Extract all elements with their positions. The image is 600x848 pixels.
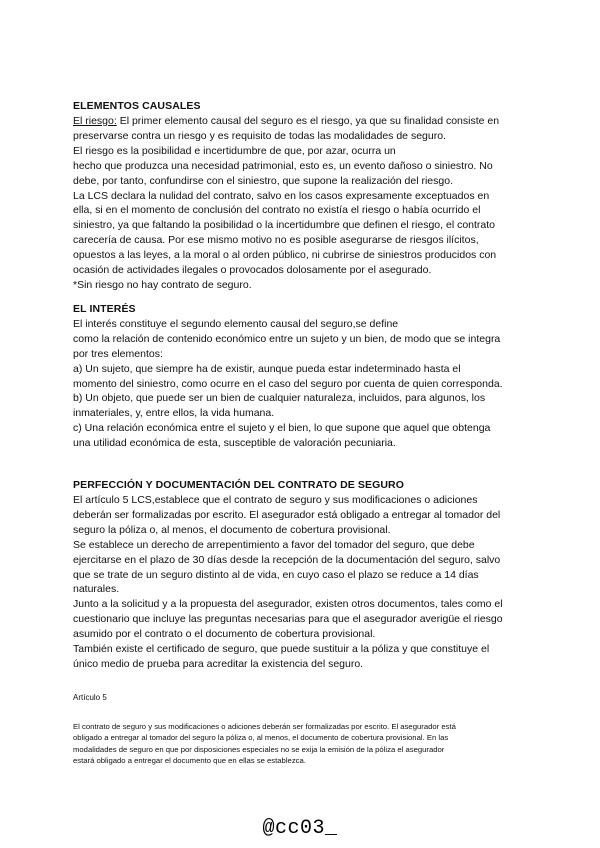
text-line: debe, por tanto, confundirse con el siniestro, que supone la realización del riesgo. — [73, 174, 453, 187]
text-line: ella, si en el momento de conclusión del contrato no existía el riesgo o había ocurrido el — [73, 204, 481, 217]
article-body — [73, 721, 543, 766]
text-line: El interés constituye el segundo elemento causal del seguro,se define — [73, 317, 399, 330]
section-heading-causales: ELEMENTOS CAUSALES — [73, 100, 201, 112]
article-line: El contrato de seguro y sus modificaciones o adiciones deberán ser formalizadas por escrito. El asegurador está — [73, 721, 456, 731]
article-line: obligado a entregar al tomador del seguro la póliza o, al menos, el documento de cobertura provisional. En las — [73, 733, 449, 743]
text-line: a) Un sujeto, que siempre ha de existir, aunque pueda estar indeterminado hasta el — [73, 362, 461, 375]
document-content — [73, 99, 535, 766]
text-line: seguro la póliza o, al menos, el documento de cobertura provisional. — [73, 523, 391, 536]
text-line: c) Una relación económica entre el sujeto y el bien, lo que supone que aquel que obtenga — [73, 422, 491, 435]
text-line: una utilidad económica de esta, susceptible de valoración pecuniaria. — [73, 437, 396, 450]
text-line: cuestionario que incluye las preguntas necesarias para que el asegurador averigüe el riesgo — [73, 613, 503, 626]
text-line: asumido por el contrato o el documento de cobertura provisional. — [73, 628, 376, 641]
riesgo-label: El riesgo: — [73, 115, 117, 127]
text-line: único medio de prueba para acreditar la existencia del seguro. — [73, 658, 364, 670]
section-heading-perfeccion: PERFECCIÓN Y DOCUMENTACIÓN DEL CONTRATO DE SEGURO — [73, 479, 405, 492]
section-body-perfeccion — [73, 493, 535, 672]
article-line: estará obligado a entregar el documento que en ellas se establezca. — [73, 755, 306, 765]
text-line: b) Un objeto, que puede ser un bien de cualquier naturaleza, incluidos, para algunos, los — [73, 392, 486, 405]
text-line: También existe el certificado de seguro, que puede sustituir a la póliza y que constituye el — [73, 643, 490, 656]
text-line: naturales. — [73, 583, 120, 596]
section-heading-interes: EL INTERÉS — [73, 302, 136, 315]
text-line: ejercitarse en el plazo de 30 días desde la recepción de la documentación del seguro, salvo — [73, 553, 501, 566]
text-line: que se trate de un seguro distinto al de vida, en cuyo caso el plazo se reduce a 14 días — [73, 568, 479, 581]
text-line: deberán ser formalizadas por escrito. El asegurador está obligado a entregar al tomador del — [73, 508, 501, 521]
text-line: carecería de causa. Por ese mismo motivo no es posible asegurarse de riesgos ilícitos, — [73, 234, 479, 247]
section-body-interes — [73, 317, 535, 451]
text-line: Se establece un derecho de arrepentimiento a favor del tomador del seguro, que debe — [73, 538, 475, 551]
text-line: siniestro, ya que faltando la posibilidad o la incertidumbre que definen el riesgo, el contrato — [73, 219, 496, 232]
text-line: preservarse contra un riesgo y es requisito de todas las modalidades de seguro. — [73, 129, 446, 142]
text-line: ocasión de actividades ilegales o provocados dolosamente por el asegurado. — [73, 264, 432, 277]
text-line: como la relación de contenido económico entre un sujeto y un bien, de modo que se integra — [73, 332, 501, 345]
text-line: Junto a la solicitud y a la propuesta del asegurador, existen otros documentos, tales como el — [73, 598, 503, 611]
text-line: opuestos a las leyes, a la moral o al orden público, ni cubrirse de siniestros producidos con — [73, 249, 497, 262]
text-line: inmateriales, y, entre ellos, la vida humana. — [73, 407, 275, 420]
text-line: por tres elementos: — [73, 347, 163, 360]
author-handle: @cc03_ — [262, 817, 338, 840]
section-body-causales — [73, 114, 535, 293]
article-line: modalidades de seguro en que por disposiciones especiales no se exija la emisión de la póliza el asegurador — [73, 744, 445, 754]
text-line: hecho que produzca una necesidad patrimonial, esto es, un evento dañoso o siniestro. No — [73, 159, 493, 172]
text-line: El riesgo: El primer elemento causal del seguro es el riesgo, ya que su finalidad consiste en — [73, 115, 500, 127]
text-line: El riesgo es la posibilidad e incertidumbre de que, por azar, ocurra un — [73, 144, 396, 157]
text-line: *Sin riesgo no hay contrato de seguro. — [73, 278, 252, 291]
article-label: Artículo 5 — [73, 692, 107, 702]
text-line: El artículo 5 LCS,establece que el contrato de seguro y sus modificaciones o adiciones — [73, 494, 478, 507]
text-line: La LCS declara la nulidad del contrato, salvo en los casos expresamente exceptuados en — [73, 189, 490, 202]
text-line: momento del siniestro, como ocurre en el caso del seguro por cuenta de quien corresponda. — [73, 377, 503, 390]
